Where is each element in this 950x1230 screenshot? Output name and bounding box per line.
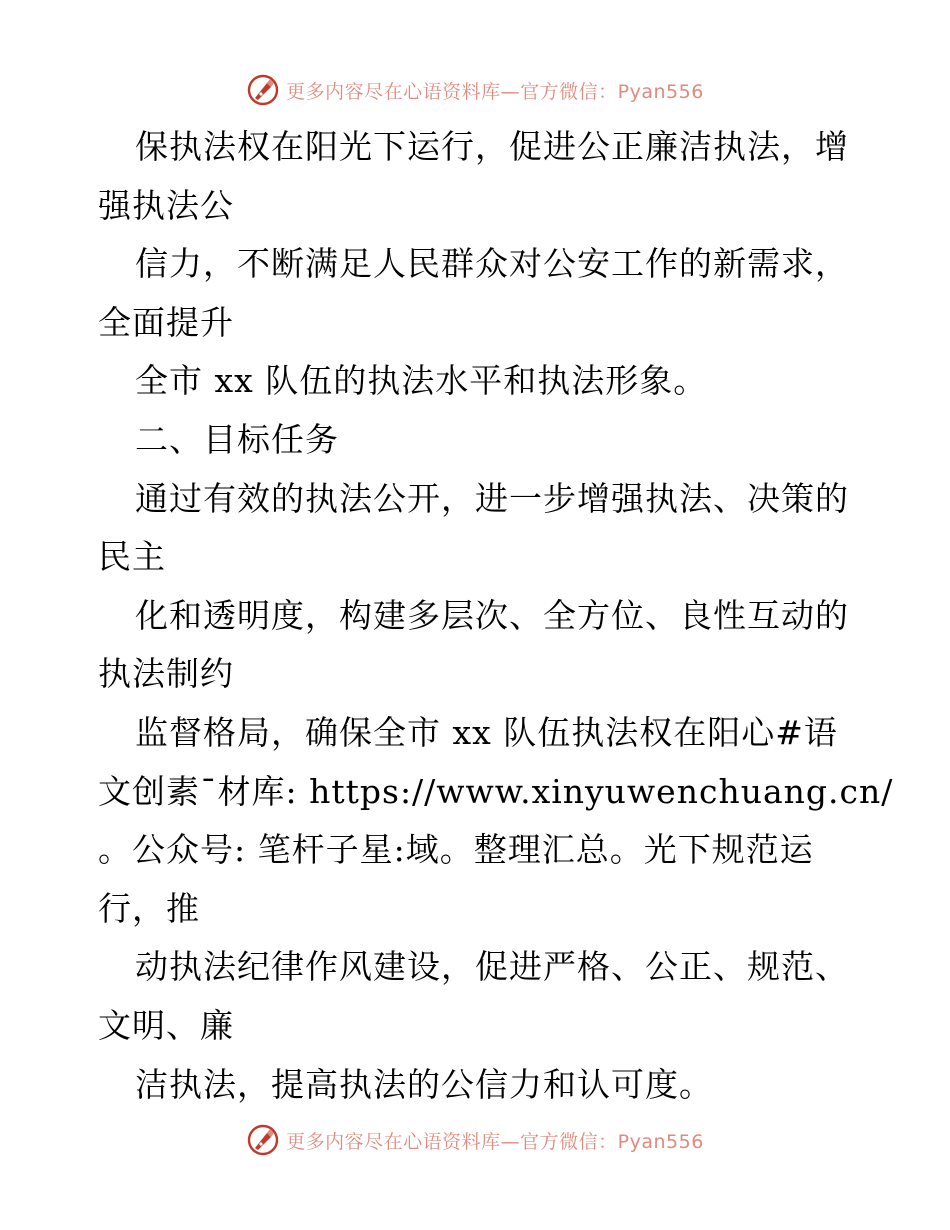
text-line: 行，推 (98, 888, 200, 928)
watermark-text: 更多内容尽在心语资料库—官方微信：Pyan556 (286, 80, 704, 103)
section-heading: 二、目标任务 (135, 419, 339, 459)
text-line: 保执法权在阳光下运行，促进公正廉洁执法，增 (135, 127, 849, 166)
text-line: 民主 (98, 537, 166, 577)
text-line: 强执法公 (98, 185, 234, 225)
pen-nib-logo-icon (246, 73, 280, 107)
text-line: 通过有效的执法公开，进一步增强执法、决策的 (135, 478, 849, 518)
watermark-header (0, 68, 950, 112)
text-line: 。公众号: 笔杆子星:域。整理汇总。光下规范运 (98, 830, 814, 870)
text-line: 洁执法，提高执法的公信力和认可度。 (135, 1064, 713, 1104)
watermark-text: 更多内容尽在心语资料库—官方微信：Pyan556 (286, 1130, 704, 1153)
text-line: 执法制约 (98, 654, 234, 694)
text-line: 全市 xx 队伍的执法水平和执法形象。 (135, 361, 708, 401)
text-line: 全面提升 (98, 302, 234, 342)
text-line: 文明、廉 (98, 1005, 234, 1045)
watermark-footer (0, 1118, 950, 1162)
text-line: 动执法纪律作风建设，促进严格、公正、规范、 (135, 947, 849, 987)
text-line: 监督格局，确保全市 xx 队伍执法权在阳心#语 (135, 712, 838, 752)
pen-nib-logo-icon (246, 1123, 280, 1157)
document-body (98, 118, 894, 1114)
text-line: 化和透明度，构建多层次、全方位、良性互动的 (135, 595, 849, 635)
text-line: 信力，不断满足人民群众对公安工作的新需求， (135, 244, 849, 284)
text-line: 文创素¯材库: https://www.xinyuwenchuang.cn/ (98, 771, 894, 811)
